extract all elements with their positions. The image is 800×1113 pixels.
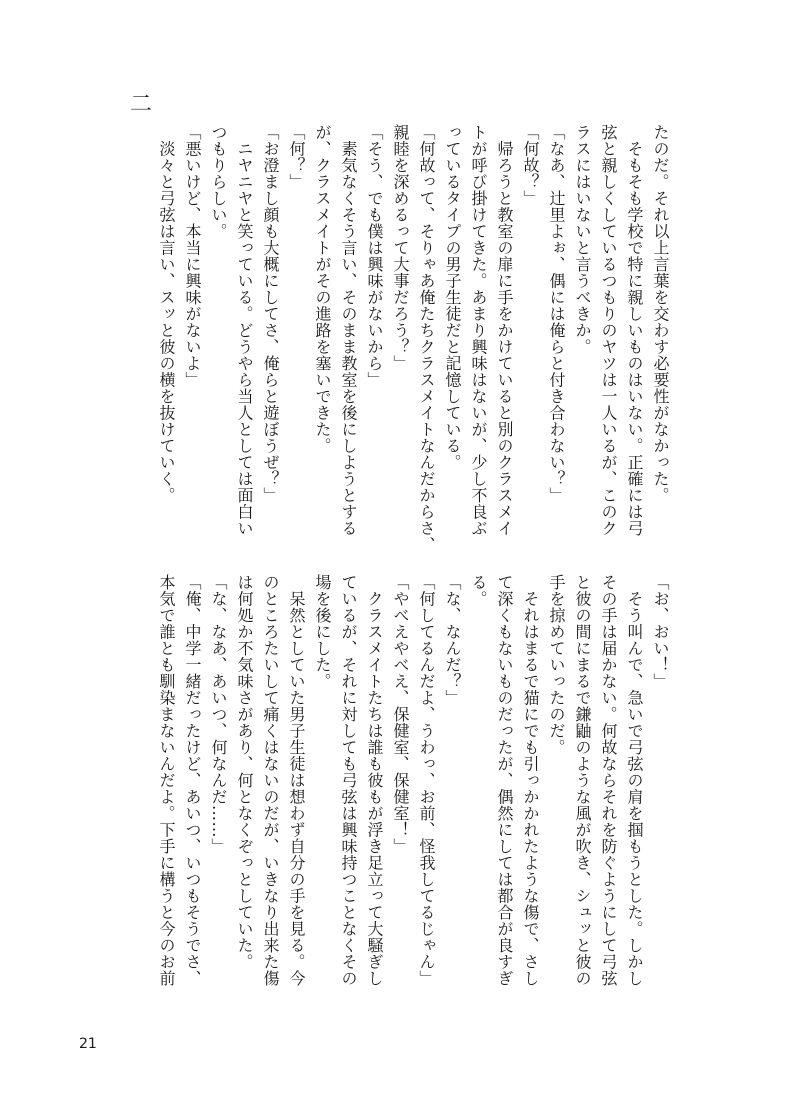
text-line: ラスにはいないと言うべきか。 (573, 124, 592, 355)
text-line: 「お澄まし顔も大概にしてさ、俺らと遊ぼうぜ？」 (261, 124, 280, 504)
text-line: が、クラスメイトがその進路を塞いできた。 (313, 124, 332, 454)
text-line: て深くもないものだったが、偶然にしては都合が良すぎ (495, 574, 514, 987)
text-line: と彼の間にまるで鎌鼬のような風が吹き、シュッと彼の (573, 574, 592, 987)
text-line: 「な、なんだ？」 (443, 574, 462, 706)
text-line: ニヤニヤと笑っている。どうやら当人としては面白い (235, 124, 254, 537)
text-line: 「なあ、辻里よぉ、偶には俺らと付き合わない？」 (547, 124, 566, 504)
text-line: クラスメイトたちは誰も彼もが浮き足立って大騒ぎし (365, 574, 384, 987)
text-line: つもりらしい。 (209, 124, 228, 240)
text-line: 「俺、中学一緒だったけど、あいつ、いつもそうでさ、 (183, 574, 202, 987)
text-line: 「な、なあ、あいつ、何なんだ……」 (209, 574, 228, 855)
text-line: 本気で誰とも馴染まないんだよ。下手に構うと今のお前 (157, 574, 176, 987)
text-line: トが呼び掛けてきた。あまり興味はないが、少し不良ぶ (469, 124, 488, 537)
page-number: 21 (79, 1036, 97, 1052)
text-line: そもそも学校で特に親しいものはいない。正確には弓 (625, 124, 644, 537)
text-line: 弦と親しくしているつもりのヤツは一人いるが、このク (599, 124, 618, 537)
text-line: 親睦を深めるって大事だろう？」 (391, 124, 410, 372)
text-line: は何処か不気味さがあり、何となくぞっとしていた。 (235, 574, 254, 970)
text-line: 手を掠めていったのだ。 (547, 574, 566, 756)
text-line: 「何？」 (287, 124, 306, 190)
chapter-mark: 二 (130, 92, 155, 117)
text-line: その手は届かない。何故ならそれを防ぐようにして弓弦 (599, 574, 618, 987)
text-line: たのだ。それ以上言葉を交わす必要性がなかった。 (651, 124, 670, 504)
text-line: 「何故って、そりゃあ俺たちクラスメイトなんだからさ、 (417, 124, 436, 553)
text-line: 素気なくそう言い、そのまま教室を後にしようとする (339, 124, 358, 537)
text-line: 「やべえやべえ、保健室、保健室！」 (391, 574, 410, 855)
text-line: 「お、おい！」 (651, 574, 670, 690)
text-line: ているが、それに対しても弓弦は興味持つことなくその (339, 574, 358, 987)
text-line: 呆然としていた男子生徒は想わず自分の手を見る。今 (287, 574, 306, 987)
text-line: 淡々と弓弦は言い、スッと彼の横を抜けていく。 (157, 124, 176, 504)
text-line: そう叫んで、急いで弓弦の肩を掴もうとした。しかし (625, 574, 644, 987)
text-line: る。 (469, 574, 488, 607)
text-line: 場を後にした。 (313, 574, 332, 690)
text-line: 帰ろうと教室の扉に手をかけていると別のクラスメイ (495, 124, 514, 537)
text-line: 「何故？」 (521, 124, 540, 207)
text-line: それはまるで猫にでも引っかかれたような傷で、さし (521, 574, 540, 987)
text-line: のところたいして痛くはないのだが、いきなり出来た傷 (261, 574, 280, 987)
text-line: 「悪いけど、本当に興味がないよ」 (183, 124, 202, 388)
text-line: 「そう、でも僕は興味がないから」 (365, 124, 384, 388)
text-line: 「何してるんだよ、うわっ、お前、怪我してるじゃん」 (417, 574, 436, 987)
text-line: っているタイプの男子生徒だと記憶している。 (443, 124, 462, 471)
